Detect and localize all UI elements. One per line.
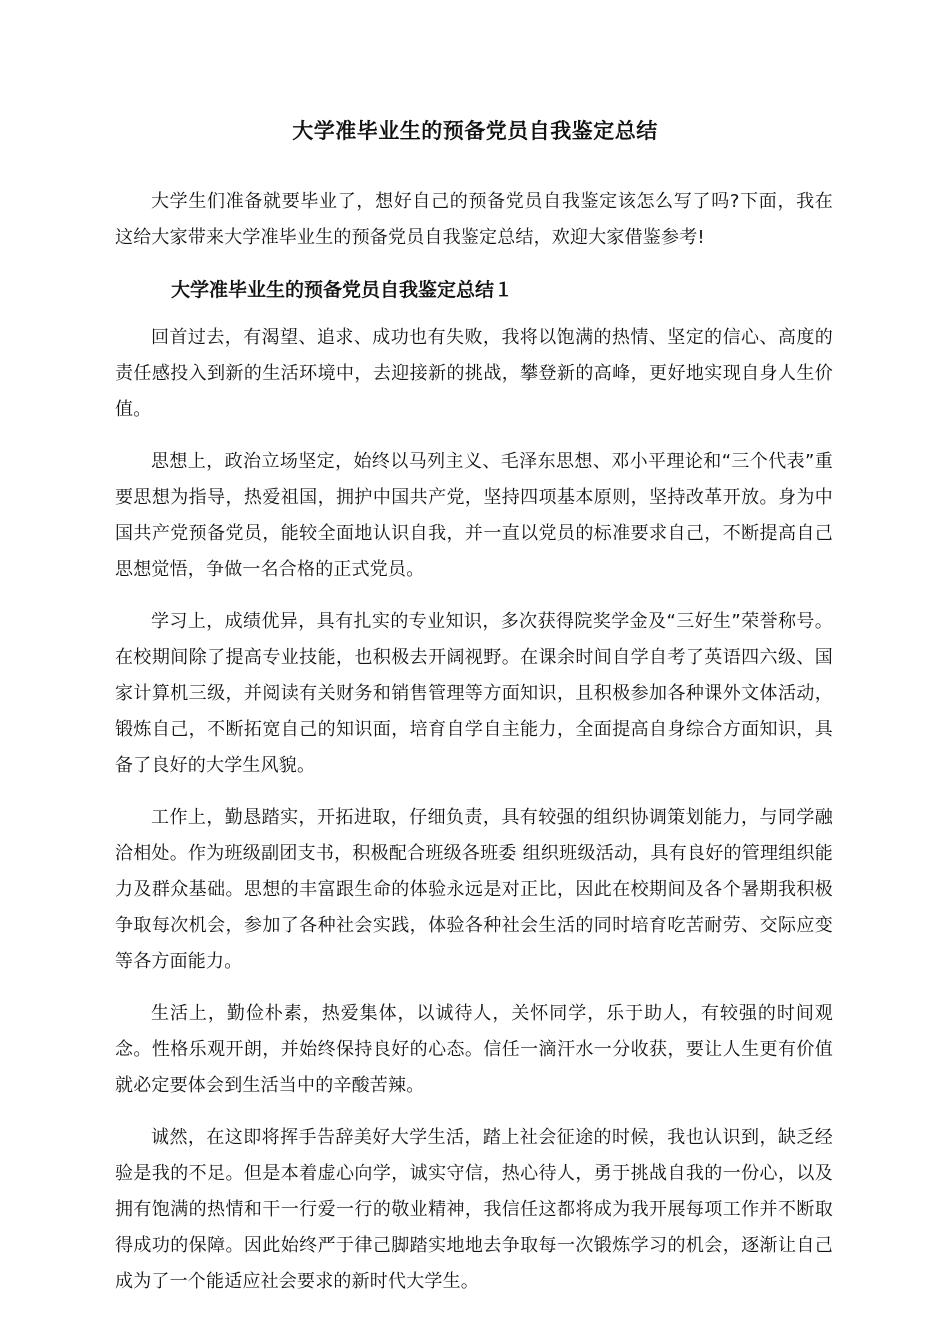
body-paragraph: 工作上，勤恳踏实，开拓进取，仔细负责，具有较强的组织协调策划能力，与同学融洽相处。作为班级副团支书，积极配合班级各班委 组织班级活动，具有良好的管理组织能力及群众基础。思想的丰富跟生命的体验永远是对正比，因此在校期间及各个暑期我积极争取每次机会，参加了各种社会实践，体验各种社会生活的同时培育吃苦耐劳、交际应变等各方面能力。	[115, 807, 833, 972]
body-paragraph: 诚然，在这即将挥手告辞美好大学生活，踏上社会征途的时候，我也认识到，缺乏经验是我的不足。但是本着虚心向学，诚实守信，热心待人，勇于挑战自我的一份心，以及拥有饱满的热情和干一行爱一行的敬业精神，我信任这都将成为我开展每项工作并不断取得成功的保障。因此始终严于律己脚踏实地地去争取每一次锻炼学习的机会，逐渐让自己成为了一个能适应社会要求的新时代大学生。	[115, 1127, 833, 1292]
body-paragraph: 生活上，勤俭朴素，热爱集体，以诚待人，关怀同学，乐于助人，有较强的时间观念。性格乐观开朗，并始终保持良好的心态。信任一滴汗水一分收获，要让人生更有价值就必定要体会到生活当中的辛酸苦辣。	[115, 1003, 833, 1096]
document-title: 大学准毕业生的预备党员自我鉴定总结	[292, 119, 658, 143]
section-heading: 大学准毕业生的预备党员自我鉴定总结１	[171, 279, 514, 301]
body-paragraph: 学习上，成绩优异，具有扎实的专业知识，多次获得院奖学金及“三好生”荣誉称号。在校期间除了提高专业技能，也积极去开阔视野。在课余时间自学自考了英语四六级、国家计算机三级，并阅读有关财务和销售管理等方面知识，且积极参加各种课外文体活动，锻炼自己，不断拓宽自己的知识面，培育自学自主能力，全面提高自身综合方面知识，具备了良好的大学生风貌。	[115, 611, 833, 776]
intro-paragraph: 大学生们准备就要毕业了，想好自己的预备党员自我鉴定该怎么写了吗?下面，我在这给大家带来大学准毕业生的预备党员自我鉴定总结，欢迎大家借鉴参考!	[115, 191, 833, 248]
body-paragraph: 思想上，政治立场坚定，始终以马列主义、毛泽东思想、邓小平理论和“三个代表”重要思想为指导，热爱祖国，拥护中国共产党，坚持四项基本原则，坚持改革开放。身为中国共产党预备党员，能较全面地认识自我，并一直以党员的标准要求自己，不断提高自己思想觉悟，争做一名合格的正式党员。	[115, 451, 833, 580]
document-body	[115, 184, 833, 1316]
body-paragraph: 回首过去，有渴望、追求、成功也有失败，我将以饱满的热情、坚定的信心、高度的责任感投入到新的生活环境中，去迎接新的挑战，攀登新的高峰，更好地实现自身人生价值。	[115, 327, 833, 420]
